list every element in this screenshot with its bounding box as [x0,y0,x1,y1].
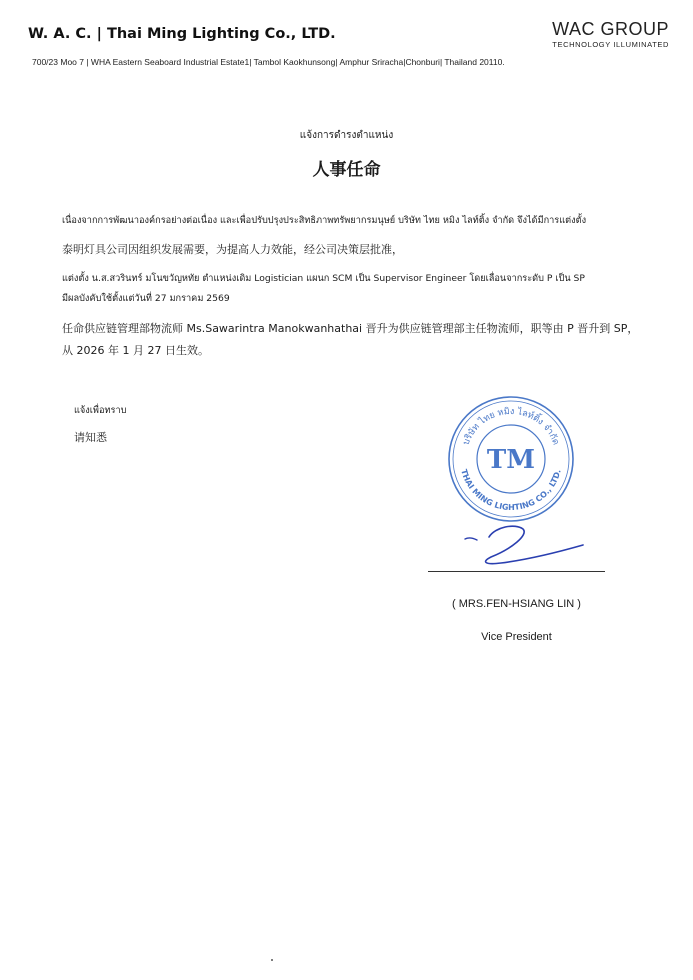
acknowledge-chinese: 请知悉 [74,431,107,444]
acknowledge-thai: แจ้งเพื่อทราบ [74,405,127,416]
stamp-initials: TM [486,445,536,475]
group-logo-tagline: TECHNOLOGY ILLUMINATED [552,40,669,49]
stamp-thai-text: บริษัท ไทย หมิง ไลท์ติ้ง จำกัด [461,406,561,447]
body-line-thai-effective: มีผลบังคับใช้ตั้งแต่วันที่ 27 มกราคม 2569 [62,293,230,304]
body-line-thai-intro: เนื่องจากการพัฒนาองค์กรอย่างต่อเนื่อง และเพื่อปรับปรุงประสิทธิภาพทรัพยากรมนุษย์ บริษัท ไทย หมิง ไลท์ติ้ง จำกัด จึงได้มีการแต่งตั้ง [62,215,587,226]
body-line-thai-appointment: แต่งตั้ง น.ส.สวรินทร์ มโนขวัญหทัย ตำแหน่งเดิม Logistician แผนก SCM เป็น Supervisor Engineer โดยเลื่อนจากระดับ P เป็น SP [62,273,585,284]
scan-speck [271,959,273,961]
group-logo-text: WAC GROUP [552,19,669,39]
signer-name: ( MRS.FEN-HSIANG LIN ) [452,598,581,610]
stamp-english-text: THAI MING LIGHTING CO., LTD. [459,468,563,513]
company-address: 700/23 Moo 7 | WHA Eastern Seaboard Industrial Estate1| Tambol Kaokhunsong| Amphur Sriracha|Chonburi| Thailand 20110. [32,57,505,67]
company-stamp-icon [446,394,576,524]
signer-title: Vice President [481,631,552,643]
handwritten-signature-icon [455,515,615,573]
body-line-chinese-effective: 从 2026 年 1 月 27 日生效。 [62,344,209,357]
body-line-chinese-appointment: 任命供应链管理部物流师 Ms.Sawarintra Manokwanhathai 晋升为供应链管理部主任物流师，职等由 P 晋升到 SP， [62,322,639,335]
signature-line [428,571,605,572]
body-line-chinese-intro: 泰明灯具公司因组织发展需要，为提高人力效能，经公司决策层批准， [62,243,403,256]
document-title-chinese: 人事任命 [312,160,381,180]
document-title-thai: แจ้งการดำรงตำแหน่ง [299,130,394,141]
company-name: W. A. C. | Thai Ming Lighting Co., LTD. [28,26,336,42]
